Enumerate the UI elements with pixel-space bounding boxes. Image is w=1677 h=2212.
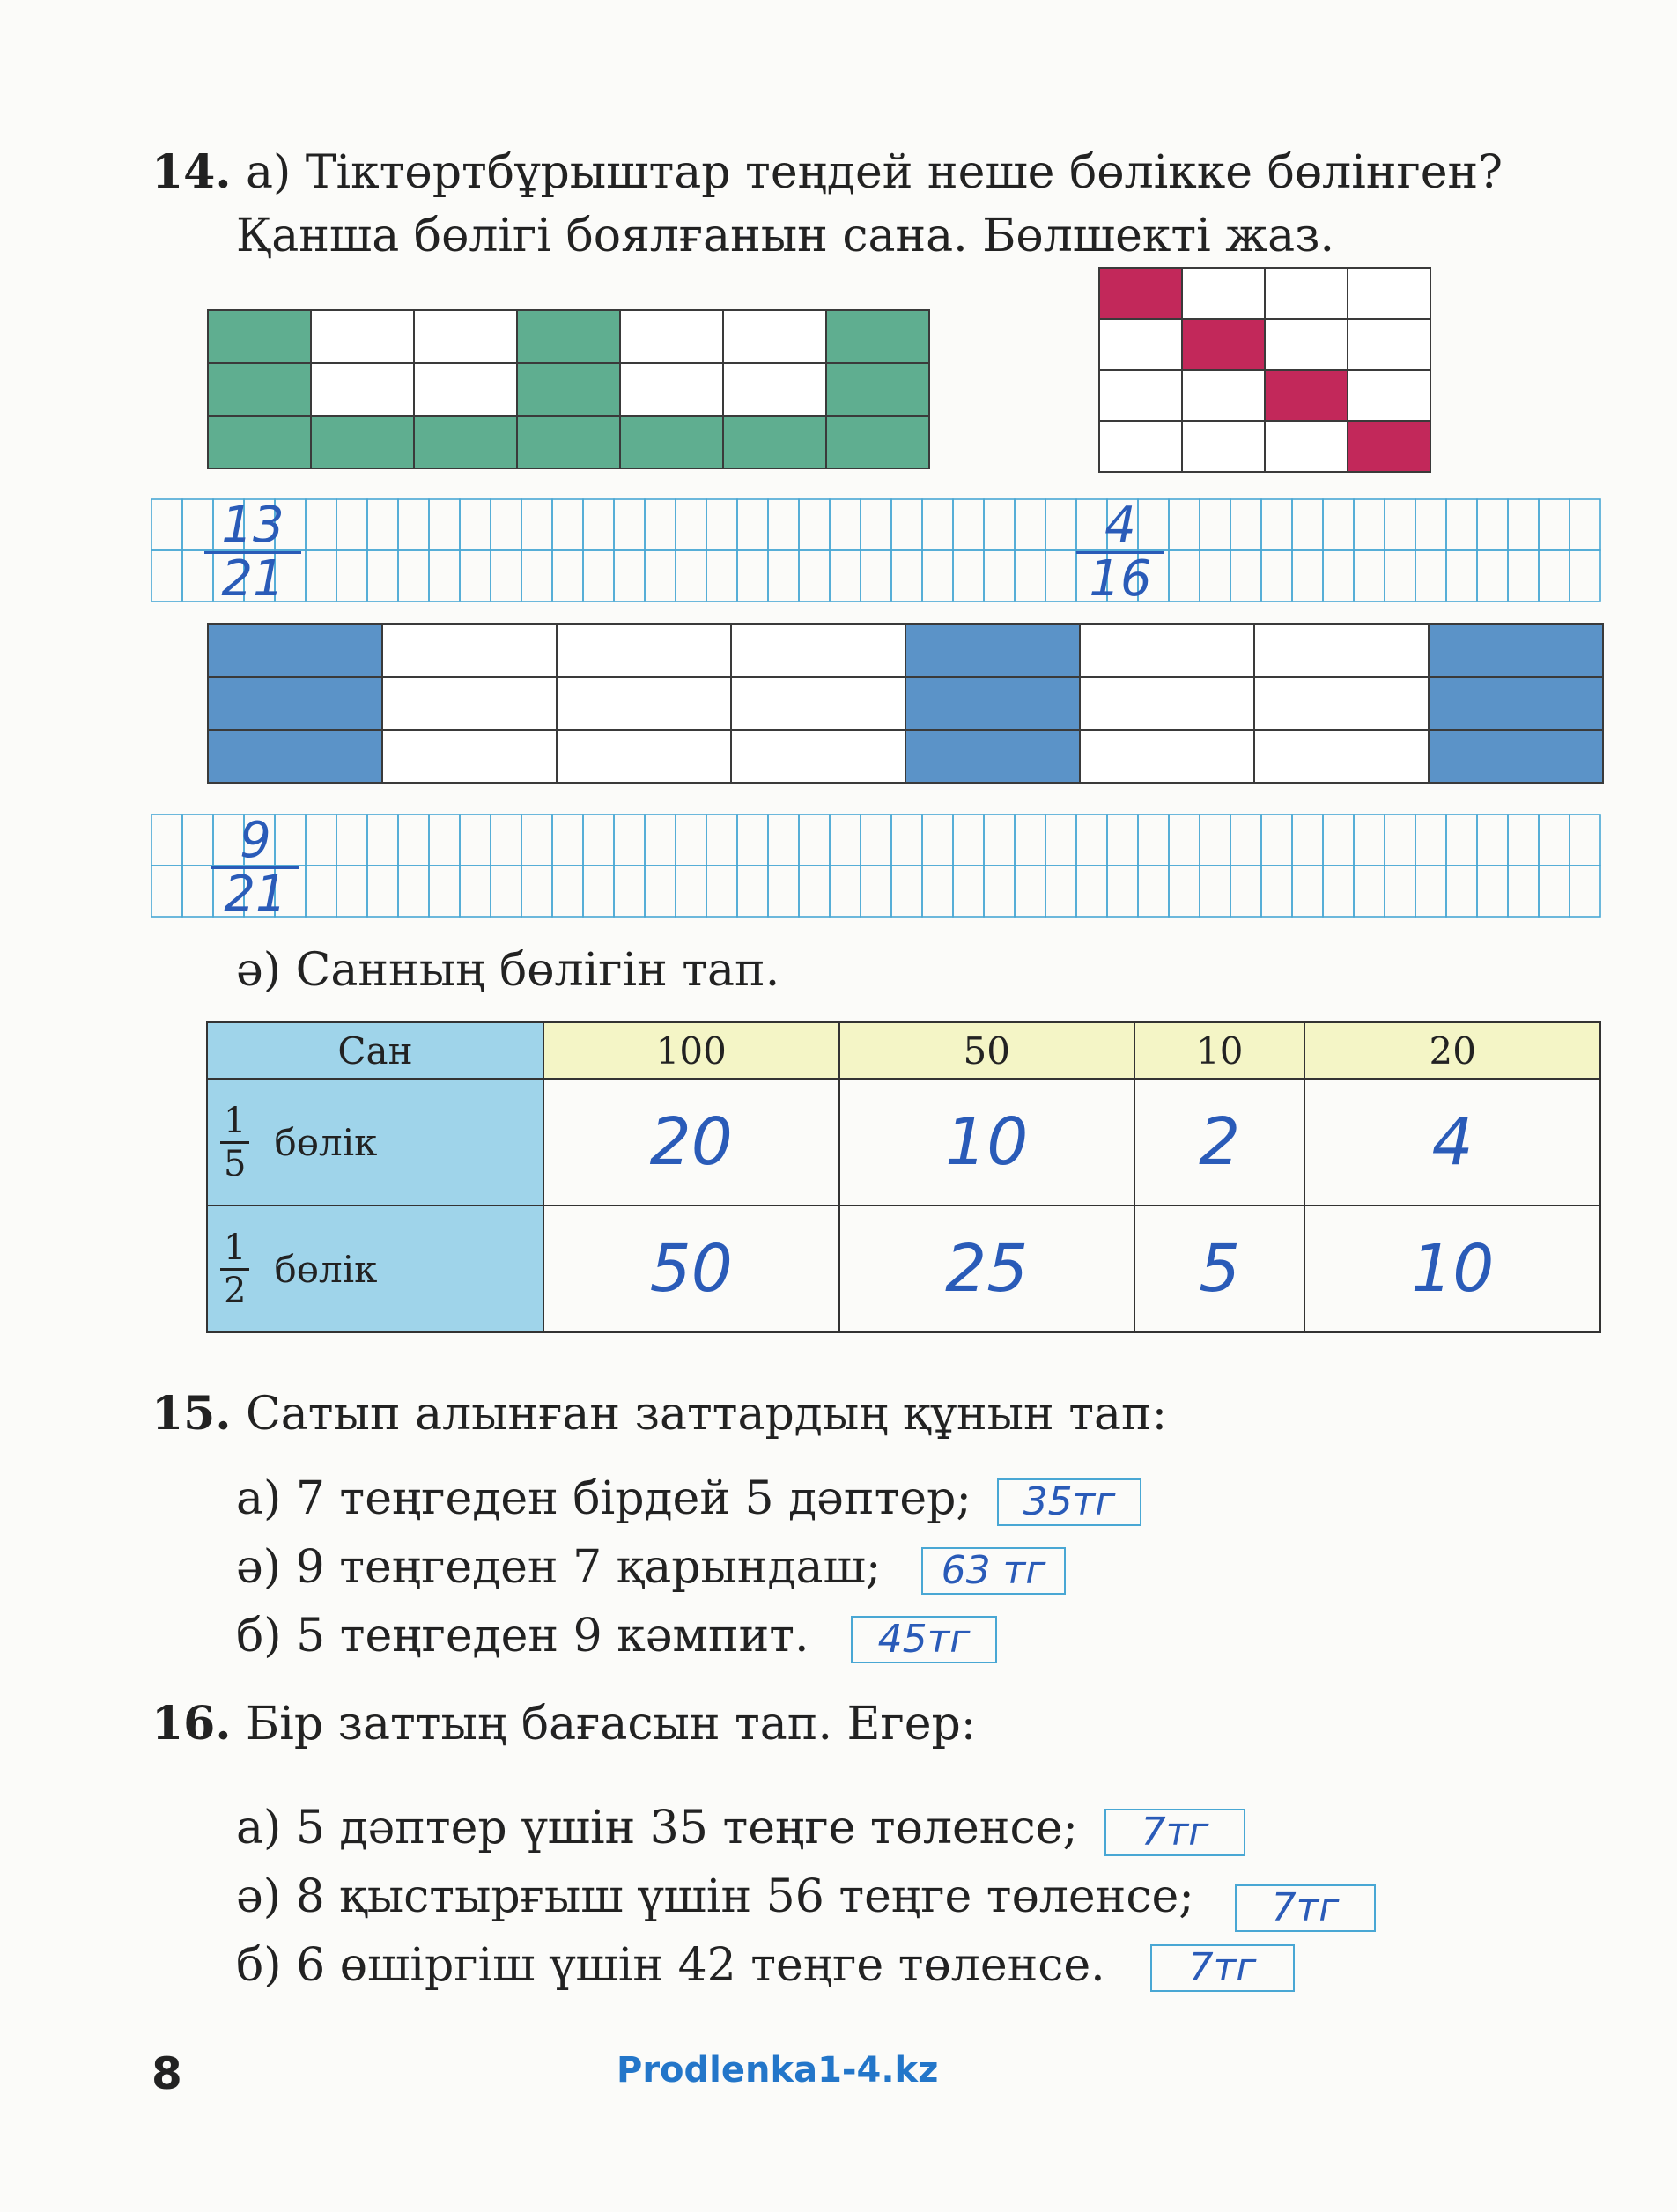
grid-cell (1138, 866, 1169, 917)
grid-cell (676, 815, 706, 866)
grid-cell (1415, 866, 1446, 917)
row-0-val-0: 20 (543, 1079, 839, 1206)
blue-cell (1080, 677, 1254, 730)
grid-cell (614, 499, 645, 550)
green-cell (208, 363, 311, 416)
grid-cell (398, 866, 429, 917)
row-1-val-1: 25 (839, 1206, 1135, 1332)
grid-cell (336, 815, 367, 866)
task15-title-line (151, 1386, 1167, 1442)
row-0-label (207, 1079, 543, 1206)
task15-item-c: б) 5 теңгеден 9 кәмпит. (236, 1610, 809, 1663)
grid-cell (398, 499, 429, 550)
green-cell (620, 416, 723, 468)
crimson-square-figure (1097, 266, 1434, 477)
grid-cell (1570, 815, 1600, 866)
grid-cell (1261, 499, 1292, 550)
grid-cell (1261, 815, 1292, 866)
grid-cell (1261, 550, 1292, 601)
grid-cell (861, 499, 891, 550)
green-cell (620, 363, 723, 416)
grid-cell (768, 866, 799, 917)
grid-cell (1477, 815, 1508, 866)
grid-cell (367, 499, 398, 550)
green-cell (517, 416, 620, 468)
grid-cell (1200, 815, 1230, 866)
blue-cell (382, 677, 557, 730)
grid-cell (706, 866, 737, 917)
grid-cell (1015, 499, 1045, 550)
task14-line2: Қанша бөлігі боялғанын сана. Бөлшекті жаз. (236, 210, 1335, 262)
row-1-val-2: 5 (1134, 1206, 1304, 1332)
grid-cell (799, 815, 830, 866)
grid-cell (737, 815, 768, 866)
blue-cell (382, 624, 557, 677)
answer-fraction-1 (204, 497, 301, 608)
green-cell (826, 416, 929, 468)
grid-cell (1261, 866, 1292, 917)
grid-cell (737, 866, 768, 917)
grid-cell (1508, 550, 1539, 601)
blue-cell (1429, 677, 1603, 730)
grid-cell (1539, 815, 1570, 866)
grid-cell (1015, 550, 1045, 601)
grid-cell (1570, 550, 1600, 601)
grid-cell (830, 815, 861, 866)
crimson-cell (1348, 319, 1430, 370)
grid-cell (676, 499, 706, 550)
grid-cell (645, 550, 676, 601)
answer-grid-2 (150, 813, 1603, 923)
green-cell (208, 310, 311, 363)
task16-number: 16. (151, 1697, 232, 1751)
crimson-cell (1348, 421, 1430, 472)
grid-cell (922, 499, 953, 550)
answer-1-denominator: 21 (221, 550, 284, 608)
task15-item-b: ә) 9 теңгеден 7 қарындаш; (236, 1541, 882, 1594)
task14-question: а) Тіктөртбұрыштар теңдей неше бөлікке бөлінген? (246, 146, 1503, 199)
grid-cell (1354, 815, 1385, 866)
task15-item-a: а) 7 теңгеден бірдей 5 дәптер; (236, 1472, 971, 1525)
grid-cell (398, 815, 429, 866)
grid-cell (891, 550, 922, 601)
blue-cell (1080, 624, 1254, 677)
crimson-cell (1182, 370, 1265, 421)
task16-item-a: а) 5 дәптер үшін 35 теңге төленсе; (236, 1802, 1078, 1854)
grid-cell (429, 866, 460, 917)
grid-cell (1200, 866, 1230, 917)
grid-cell (1138, 815, 1169, 866)
grid-cell (1539, 499, 1570, 550)
grid-cell (1415, 499, 1446, 550)
grid-cell (984, 815, 1015, 866)
grid-cell (460, 815, 491, 866)
row-1-label (207, 1206, 543, 1332)
crimson-cell (1348, 268, 1430, 319)
table-header-label: Сан (207, 1022, 543, 1079)
grid-cell (953, 550, 984, 601)
task16-title: Бір заттың бағасын тап. Егер: (246, 1698, 977, 1751)
grid-cell (891, 815, 922, 866)
grid-cell (830, 499, 861, 550)
green-cell (517, 310, 620, 363)
blue-cell (557, 677, 731, 730)
grid-cell (922, 866, 953, 917)
table-row (207, 1079, 1600, 1206)
green-cell (826, 363, 929, 416)
green-cell (311, 363, 414, 416)
grid-cell (706, 499, 737, 550)
blue-cell (905, 730, 1080, 783)
grid-cell (1015, 815, 1045, 866)
task15-title: Сатып алынған заттардың құнын тап: (246, 1388, 1168, 1441)
grid-cell (182, 815, 213, 866)
grid-cell (460, 866, 491, 917)
task15-number: 15. (151, 1387, 232, 1441)
grid-cell (1292, 866, 1323, 917)
crimson-cell (1265, 319, 1348, 370)
blue-cell (382, 730, 557, 783)
grid-cell (306, 550, 336, 601)
grid-cell (151, 550, 182, 601)
grid-cell (1385, 550, 1415, 601)
grid-cell (1107, 815, 1138, 866)
grid-cell (1385, 499, 1415, 550)
grid-cell (737, 550, 768, 601)
grid-cell (922, 550, 953, 601)
blue-cell (731, 730, 905, 783)
task16-answer-b: 7тг (1235, 1884, 1376, 1932)
grid-cell (491, 499, 521, 550)
grid-cell (552, 866, 583, 917)
grid-cell (676, 866, 706, 917)
task16-item-c: б) 6 өшіргіш үшін 42 теңге төленсе. (236, 1939, 1105, 1992)
grid-cell (521, 866, 552, 917)
answer-2-denominator: 16 (1089, 550, 1152, 608)
blue-cell (1254, 730, 1429, 783)
grid-cell (336, 866, 367, 917)
grid-cell (1508, 866, 1539, 917)
grid-cell (306, 866, 336, 917)
green-cell (414, 416, 517, 468)
grid-cell (1169, 499, 1200, 550)
crimson-cell (1099, 370, 1182, 421)
green-cell (723, 310, 826, 363)
grid-cell (398, 550, 429, 601)
row-1-word: бөлік (274, 1247, 378, 1291)
grid-cell (1230, 550, 1261, 601)
grid-cell (583, 866, 614, 917)
grid-cell (521, 499, 552, 550)
grid-cell (1539, 550, 1570, 601)
crimson-cell (1182, 319, 1265, 370)
grid-cell (583, 815, 614, 866)
blue-cell (905, 677, 1080, 730)
blue-cell (208, 624, 382, 677)
grid-cell (1230, 866, 1261, 917)
grid-cell (491, 550, 521, 601)
grid-cell (429, 550, 460, 601)
green-cell (414, 310, 517, 363)
table-col-3: 20 (1304, 1022, 1600, 1079)
grid-cell (799, 550, 830, 601)
grid-cell (491, 815, 521, 866)
grid-cell (1015, 866, 1045, 917)
grid-cell (552, 815, 583, 866)
grid-cell (429, 499, 460, 550)
blue-cell (905, 624, 1080, 677)
answer-3-denominator: 21 (224, 866, 287, 923)
grid-cell (830, 866, 861, 917)
blue-cell (557, 624, 731, 677)
row-1-val-0: 50 (543, 1206, 839, 1332)
grid-cell (182, 866, 213, 917)
grid-cell (151, 866, 182, 917)
grid-cell (830, 550, 861, 601)
table-col-1: 50 (839, 1022, 1135, 1079)
grid-cell (953, 866, 984, 917)
blue-cell (731, 677, 905, 730)
grid-cell (614, 866, 645, 917)
grid-cell (922, 815, 953, 866)
grid-cell (799, 866, 830, 917)
grid-cell (953, 499, 984, 550)
crimson-cell (1348, 370, 1430, 421)
row-0-val-2: 2 (1134, 1079, 1304, 1206)
grid-cell (1107, 866, 1138, 917)
crimson-cell (1099, 319, 1182, 370)
fraction-table (206, 1021, 1601, 1333)
crimson-cell (1265, 421, 1348, 472)
green-cell (311, 310, 414, 363)
row-1-num: 1 (220, 1228, 249, 1271)
green-cell (414, 363, 517, 416)
grid-cell (583, 550, 614, 601)
grid-cell (861, 866, 891, 917)
grid-cell (768, 550, 799, 601)
row-0-num: 1 (220, 1101, 249, 1144)
task14-number: 14. (151, 145, 232, 199)
grid-cell (1508, 499, 1539, 550)
grid-cell (953, 815, 984, 866)
task14-line1 (151, 144, 1503, 201)
row-1-den: 2 (224, 1270, 247, 1311)
grid-cell (1477, 866, 1508, 917)
row-1-val-3: 10 (1304, 1206, 1600, 1332)
grid-cell (768, 815, 799, 866)
green-cell (208, 416, 311, 468)
grid-cell (1076, 866, 1107, 917)
grid-cell (521, 550, 552, 601)
grid-cell (306, 499, 336, 550)
crimson-cell (1182, 268, 1265, 319)
green-cell (826, 310, 929, 363)
table-row (207, 1206, 1600, 1332)
crimson-cell (1265, 268, 1348, 319)
grid-cell (676, 550, 706, 601)
blue-cell (208, 677, 382, 730)
grid-cell (460, 550, 491, 601)
answer-fraction-2 (1076, 497, 1164, 608)
grid-cell (1415, 815, 1446, 866)
task16-item-b: ә) 8 қыстырғыш үшін 56 теңге төленсе; (236, 1870, 1194, 1923)
blue-cell (1254, 677, 1429, 730)
grid-cell (1169, 866, 1200, 917)
table-col-0: 100 (543, 1022, 839, 1079)
grid-cell (1076, 815, 1107, 866)
grid-cell (1045, 866, 1076, 917)
grid-cell (1045, 815, 1076, 866)
grid-cell (367, 550, 398, 601)
grid-cell (984, 499, 1015, 550)
green-cell (723, 416, 826, 468)
grid-cell (1323, 550, 1354, 601)
grid-cell (1230, 815, 1261, 866)
grid-cell (1169, 815, 1200, 866)
grid-cell (645, 499, 676, 550)
page-number: 8 (151, 2048, 182, 2099)
grid-cell (1169, 550, 1200, 601)
row-0-den: 5 (224, 1143, 247, 1184)
grid-cell (552, 499, 583, 550)
grid-cell (984, 866, 1015, 917)
green-cell (517, 363, 620, 416)
grid-cell (306, 815, 336, 866)
blue-cell (1254, 624, 1429, 677)
grid-cell (984, 550, 1015, 601)
row-0-val-1: 10 (839, 1079, 1135, 1206)
grid-cell (1045, 499, 1076, 550)
table-col-2: 10 (1134, 1022, 1304, 1079)
grid-cell (768, 499, 799, 550)
answer-3-numerator: 9 (211, 815, 299, 869)
grid-cell (1045, 550, 1076, 601)
task14-part-b: ә) Санның бөлігін тап. (236, 944, 780, 997)
grid-cell (706, 815, 737, 866)
blue-rectangle-figure (206, 623, 1607, 786)
row-0-word: бөлік (274, 1120, 378, 1164)
grid-cell (1292, 815, 1323, 866)
task16-answer-a: 7тг (1104, 1809, 1245, 1856)
green-cell (723, 363, 826, 416)
grid-cell (336, 550, 367, 601)
answer-2-numerator: 4 (1076, 500, 1164, 554)
grid-cell (151, 815, 182, 866)
row-0-val-3: 4 (1304, 1079, 1600, 1206)
grid-cell (1200, 499, 1230, 550)
grid-cell (1385, 866, 1415, 917)
grid-cell (151, 499, 182, 550)
grid-cell (1539, 866, 1570, 917)
blue-cell (731, 624, 905, 677)
green-cell (620, 310, 723, 363)
grid-cell (891, 499, 922, 550)
grid-cell (1230, 499, 1261, 550)
grid-cell (614, 815, 645, 866)
grid-cell (1385, 815, 1415, 866)
grid-cell (706, 550, 737, 601)
blue-cell (208, 730, 382, 783)
grid-cell (1354, 550, 1385, 601)
grid-cell (336, 499, 367, 550)
blue-cell (1080, 730, 1254, 783)
task16-title-line (151, 1696, 976, 1752)
blue-cell (557, 730, 731, 783)
grid-cell (1446, 499, 1477, 550)
grid-cell (799, 499, 830, 550)
grid-cell (1323, 866, 1354, 917)
crimson-cell (1182, 421, 1265, 472)
grid-cell (1200, 550, 1230, 601)
grid-cell (1477, 550, 1508, 601)
grid-cell (1446, 866, 1477, 917)
grid-cell (861, 815, 891, 866)
grid-cell (861, 550, 891, 601)
grid-cell (1477, 499, 1508, 550)
grid-cell (1292, 499, 1323, 550)
grid-cell (583, 499, 614, 550)
task15-answer-a: 35тг (997, 1478, 1141, 1526)
grid-cell (429, 815, 460, 866)
grid-cell (1446, 815, 1477, 866)
grid-cell (737, 499, 768, 550)
answer-grid-1 (150, 498, 1603, 608)
task16-answer-c: 7тг (1150, 1944, 1295, 1992)
blue-cell (1429, 624, 1603, 677)
green-rectangle-figure (206, 308, 934, 472)
grid-cell (460, 499, 491, 550)
grid-cell (552, 550, 583, 601)
grid-cell (1323, 815, 1354, 866)
grid-cell (1323, 499, 1354, 550)
grid-cell (1354, 866, 1385, 917)
grid-cell (367, 815, 398, 866)
blue-cell (1429, 730, 1603, 783)
crimson-cell (1265, 370, 1348, 421)
green-cell (311, 416, 414, 468)
task15-answer-b: 63 тг (921, 1547, 1066, 1595)
grid-cell (521, 815, 552, 866)
task15-answer-c: 45тг (851, 1616, 997, 1663)
answer-1-numerator: 13 (204, 500, 301, 554)
grid-cell (491, 866, 521, 917)
grid-cell (367, 866, 398, 917)
grid-cell (891, 866, 922, 917)
crimson-cell (1099, 268, 1182, 319)
site-logo: Prodlenka1-4.kz (617, 2050, 939, 2090)
grid-cell (1415, 550, 1446, 601)
answer-fraction-3 (211, 812, 299, 923)
grid-cell (1446, 550, 1477, 601)
grid-cell (1508, 815, 1539, 866)
crimson-cell (1099, 421, 1182, 472)
grid-cell (645, 866, 676, 917)
grid-cell (1292, 550, 1323, 601)
grid-cell (614, 550, 645, 601)
grid-cell (1570, 499, 1600, 550)
grid-cell (1354, 499, 1385, 550)
grid-cell (645, 815, 676, 866)
grid-cell (1570, 866, 1600, 917)
